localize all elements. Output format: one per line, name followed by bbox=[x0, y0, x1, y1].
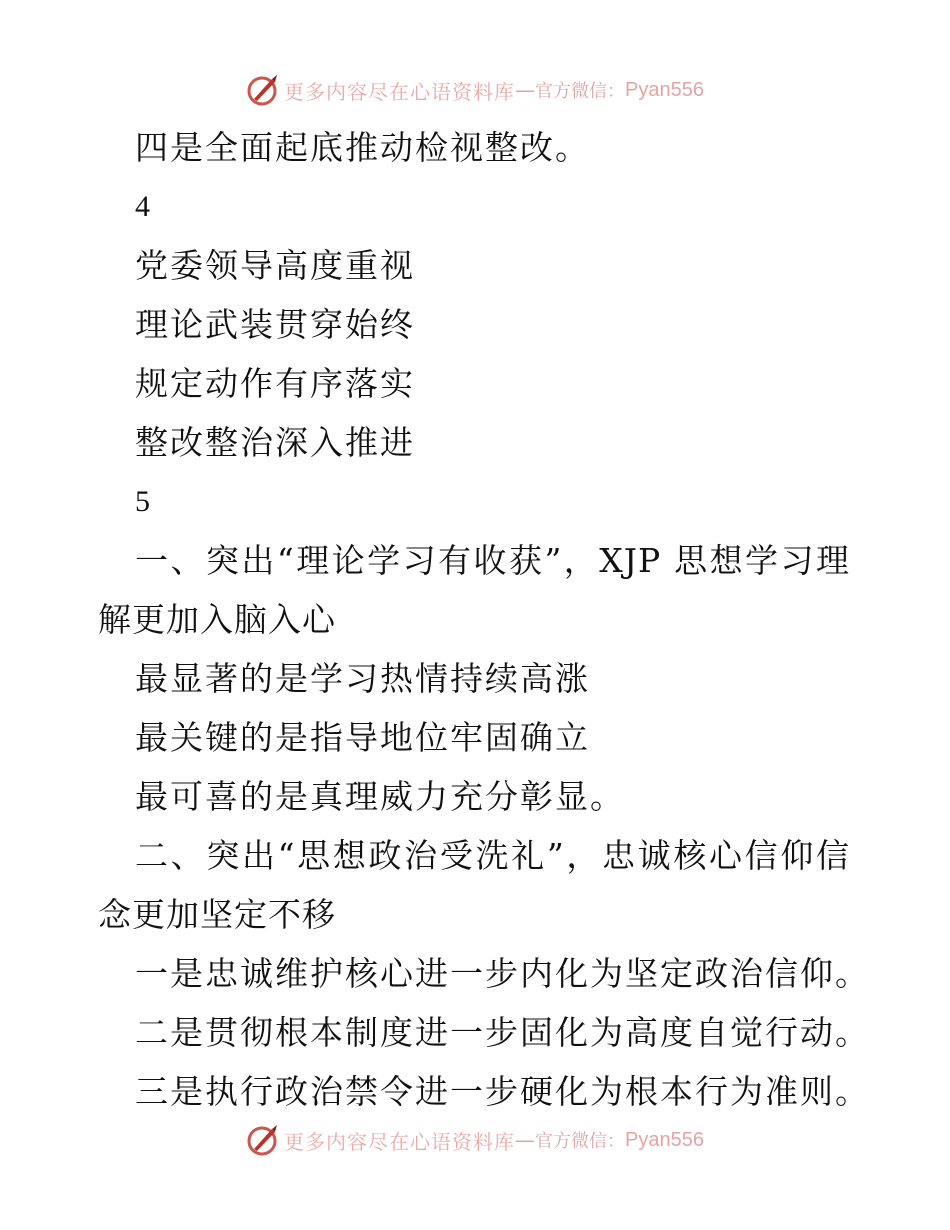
quill-pen-logo-icon bbox=[246, 1123, 280, 1157]
watermark-account: Pyan556 bbox=[625, 1128, 704, 1151]
text-line: 三是执行政治禁令进一步硬化为根本行为准则。 bbox=[135, 1072, 870, 1111]
text-line: 最关键的是指导地位牢固确立 bbox=[135, 718, 590, 757]
text-line: 理论武装贯穿始终 bbox=[135, 305, 415, 344]
text-line: 二是贯彻根本制度进一步固化为高度自觉行动。 bbox=[135, 1013, 870, 1052]
page-number: 5 bbox=[135, 485, 152, 518]
watermark-banner-bottom bbox=[0, 1120, 950, 1160]
watermark-main-text: 更多内容尽在心语资料库 bbox=[284, 1129, 516, 1154]
text-line: 整改整治深入推进 bbox=[135, 423, 415, 462]
text-line: 最显著的是学习热情持续高涨 bbox=[135, 659, 590, 698]
text-line: 最可喜的是真理威力充分彰显。 bbox=[135, 777, 625, 816]
text-line: 四是全面起底推动检视整改。 bbox=[135, 128, 590, 167]
section-heading: 一、突出“理论学习有收获”，XJP 思想学习理解更加入脑入心 bbox=[98, 541, 850, 639]
text-line: 党委领导高度重视 bbox=[135, 246, 415, 285]
page-number: 4 bbox=[135, 190, 152, 223]
document-body bbox=[98, 118, 870, 1121]
quill-pen-logo-icon bbox=[246, 73, 280, 107]
watermark-dash: — bbox=[515, 78, 536, 102]
watermark-main-text: 更多内容尽在心语资料库 bbox=[284, 79, 516, 104]
watermark-account: Pyan556 bbox=[625, 78, 704, 101]
watermark-dash: — bbox=[515, 1128, 536, 1152]
watermark-sub-text: 官方微信： bbox=[535, 1131, 626, 1152]
text-line: 一是忠诚维护核心进一步内化为坚定政治信仰。 bbox=[135, 954, 870, 993]
watermark-sub-text: 官方微信： bbox=[535, 81, 626, 102]
section-heading: 二、突出“思想政治受洗礼”，忠诚核心信仰信念更加坚定不移 bbox=[98, 836, 850, 934]
watermark-banner-top bbox=[0, 70, 950, 110]
text-line: 规定动作有序落实 bbox=[135, 364, 415, 403]
